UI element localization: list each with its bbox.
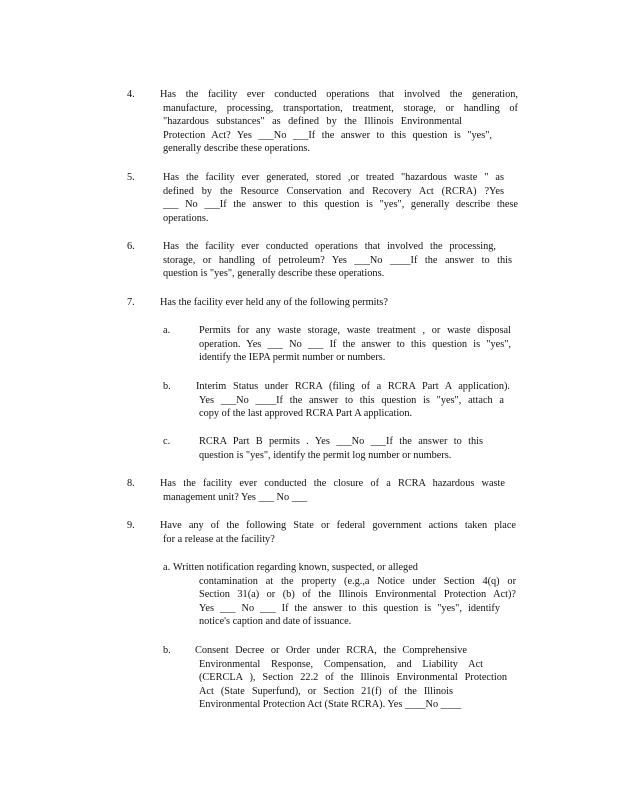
question-line: Protection Act? Yes ___No ___If the answer to this question is "yes",: [163, 129, 492, 141]
question-6-text: [160, 240, 518, 281]
subitem-7b-letter: b.: [163, 381, 171, 392]
question-line: Has the facility ever conducted operations that involved the generation,: [160, 89, 518, 100]
subitem-7a-letter: a.: [163, 325, 171, 336]
question-line: defined by the Resource Conservation and Recovery Act (RCRA) ?Yes: [163, 185, 504, 197]
subitem-line: Yes ___No ____If the answer to this question is "yes", attach a: [199, 394, 504, 406]
subitem-line: copy of the last approved RCRA Part A application.: [199, 408, 413, 420]
subitem-9a-text: [173, 561, 516, 629]
subitem-line: Permits for any waste storage, waste treatment , or waste disposal: [199, 325, 511, 336]
question-line: Have any of the following State or federal government actions taken place: [160, 520, 516, 531]
subitem-line: Interim Status under RCRA (filing of a RCRA Part A application).: [196, 381, 510, 392]
subitem-line: Act (State Superfund), or Section 21(f) of the Illinois: [199, 685, 453, 697]
subitem-7c-letter: c.: [163, 436, 171, 447]
subitem-7a-text: [199, 324, 511, 365]
subitem-7b-text: [196, 380, 510, 421]
question-line: management unit? Yes ___ No ___: [163, 491, 308, 503]
question-line: Has the facility ever generated, stored ,or treated "hazardous waste " as: [163, 172, 504, 183]
subitem-line: contamination at the property (e.g.,a Notice under Section 4(q) or: [199, 575, 516, 587]
question-7-number: 7.: [127, 297, 135, 308]
question-line: for a release at the facility?: [163, 533, 275, 545]
subitem-line: Section 31(a) or (b) of the Illinois Environmental Protection Act)?: [199, 589, 516, 601]
subitem-line: Environmental Protection Act (State RCRA). Yes ____No ____: [199, 699, 462, 711]
question-9-number: 9.: [127, 520, 135, 531]
question-5-text: [160, 171, 518, 225]
question-line: Has the facility ever conducted operations that involved the processing,: [163, 241, 496, 252]
question-line: generally describe these operations.: [163, 143, 310, 155]
subitem-9a-letter: a.: [163, 562, 171, 573]
question-line: Has the facility ever held any of the following permits?: [160, 297, 388, 308]
subitem-line: Environmental Response, Compensation, and Liability Act: [199, 658, 483, 670]
subitem-line: Written notification regarding known, suspected, or alleged: [173, 562, 418, 573]
subitem-line: question is "yes", identify the permit log number or numbers.: [199, 449, 452, 461]
subitem-line: notice's caption and date of issuance.: [199, 616, 352, 628]
subitem-line: (CERCLA ), Section 22.2 of the Illinois Environmental Protection: [199, 672, 507, 684]
question-9-text: [160, 519, 516, 546]
question-7-text: [160, 296, 518, 310]
question-line: Has the facility ever conducted the closure of a RCRA hazardous waste: [160, 478, 505, 489]
subitem-line: operation. Yes ___ No ___ If the answer to this question is "yes",: [199, 338, 511, 350]
question-5-number: 5.: [127, 172, 135, 183]
question-line: storage, or handling of petroleum? Yes ___No ____If the answer to this: [163, 254, 512, 266]
question-line: question is "yes", generally describe these operations.: [163, 268, 385, 280]
question-8-number: 8.: [127, 478, 135, 489]
subitem-line: Yes ___ No ___ If the answer to this question is "yes", identify: [199, 602, 500, 614]
question-8-text: [160, 477, 505, 504]
subitem-7c-text: [199, 435, 489, 462]
question-line: manufacture, processing, transportation, treatment, storage, or handling of: [163, 102, 518, 114]
question-6-number: 6.: [127, 241, 135, 252]
subitem-line: Consent Decree or Order under RCRA, the Comprehensive: [195, 645, 467, 656]
subitem-line: RCRA Part B permits . Yes ___No ___If the answer to this: [199, 436, 483, 447]
question-line: operations.: [163, 212, 209, 224]
question-4-text: [160, 88, 518, 156]
question-4-number: 4.: [127, 89, 135, 100]
subitem-9b-text: [195, 644, 507, 712]
question-line: ___ No ___If the answer to this question is "yes", generally describe these: [163, 199, 518, 211]
subitem-line: identify the IEPA permit number or numbers.: [199, 352, 386, 364]
subitem-9b-letter: b.: [163, 645, 171, 656]
question-line: "hazardous substances" as defined by the Illinois Environmental: [163, 116, 462, 128]
